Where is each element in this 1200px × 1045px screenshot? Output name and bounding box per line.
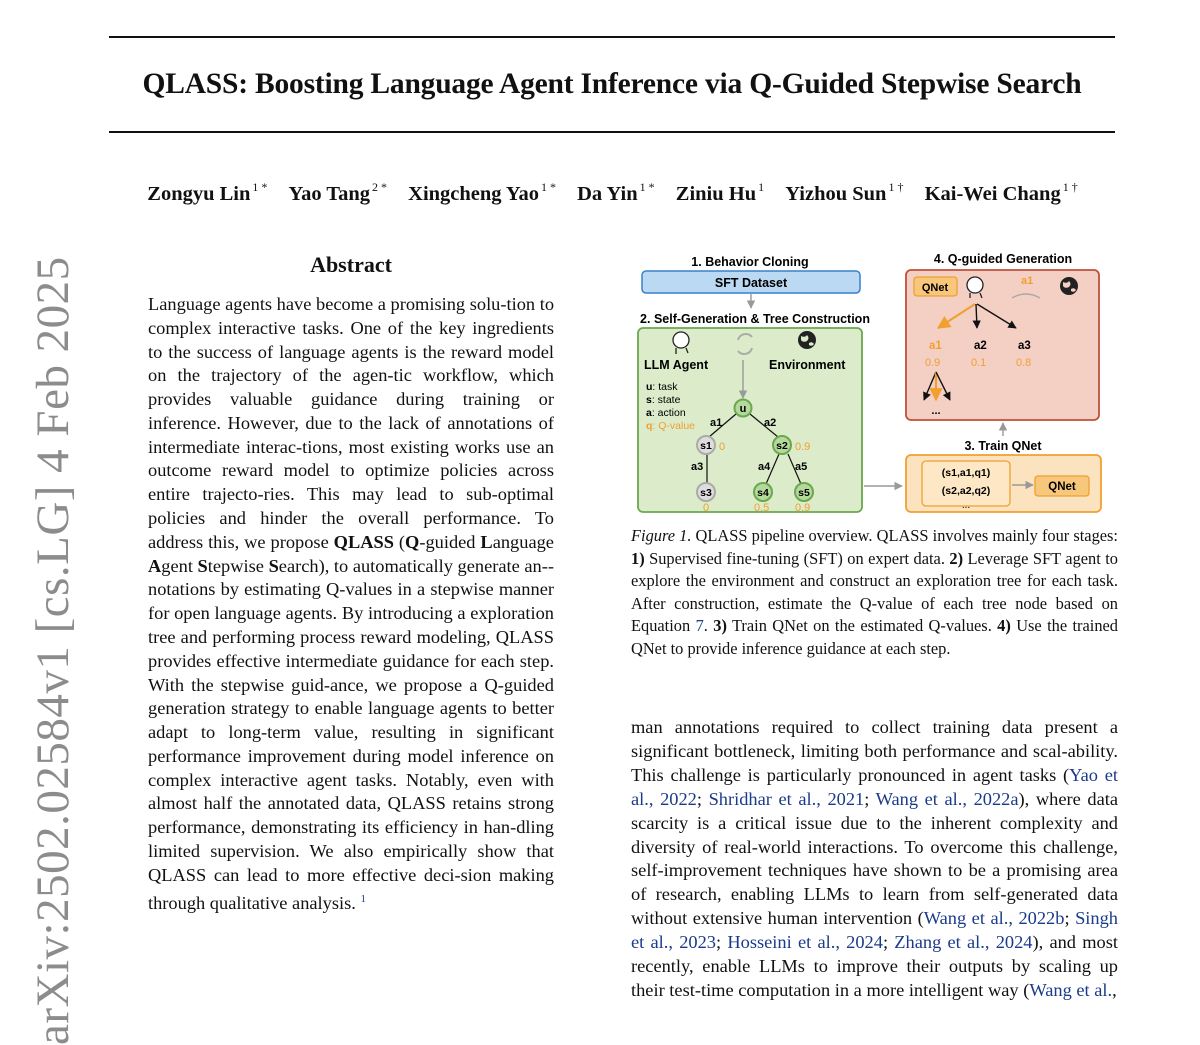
globe-icon bbox=[798, 331, 816, 349]
qnet-label: QNet bbox=[1048, 481, 1076, 493]
affiliation-mark: 1 † bbox=[888, 180, 904, 194]
caption-segment: QLASS pipeline overview. QLASS involves mainly four stages: bbox=[691, 526, 1118, 545]
citation-link[interactable]: Yao et al., 2022 bbox=[631, 764, 1119, 809]
author-name: Zongyu Lin bbox=[147, 183, 251, 205]
environment-label: Environment bbox=[769, 358, 846, 372]
author-name: Ziniu Hu bbox=[675, 183, 757, 205]
affiliation-mark: 1 * bbox=[639, 180, 655, 194]
caption-segment: Supervised fine-tuning (SFT) on expert data. bbox=[644, 548, 950, 568]
q-value: 0 bbox=[703, 502, 710, 514]
abstract-segment: anguage bbox=[492, 531, 554, 552]
stage-number: 2) bbox=[949, 548, 964, 568]
stage-number: 3) bbox=[713, 616, 727, 636]
qnet-label: QNet bbox=[921, 282, 949, 294]
abstract-segment: Language agents have become a promising solu-tion to complex interactive tasks. One of the key ingredients to the success of language agents is the reward model on the trajectory of the agen-tic workflow, which provides valuable guidance during training or inference. However, due to the lack of annotations of intermediate interac-tions, most existing works use an outcome reward model to optimize policies across entire trajecto-ries. This may lead to sub-optimal policies and hinder the overall performance. To address this, we propose bbox=[148, 294, 555, 552]
body-paragraph bbox=[631, 716, 1118, 1003]
legend-item: q: Q-value bbox=[646, 420, 696, 432]
body-segment: ; bbox=[882, 932, 895, 953]
body-segment: ; bbox=[716, 932, 728, 953]
body-segment: man annotations required to collect training data present a significant bottleneck, limiting both performance and scal-ability. This challenge is particularly pronounced in agent tasks ( bbox=[631, 717, 1118, 785]
acronym-letter: L bbox=[480, 531, 493, 552]
citation-link[interactable]: Wang et al., 2022a bbox=[875, 788, 1019, 809]
abstract-text bbox=[148, 293, 554, 915]
stage3-title: 3. Train QNet bbox=[964, 439, 1042, 453]
acronym-letter: S bbox=[268, 555, 279, 576]
author bbox=[924, 180, 1078, 205]
stage-number: 1) bbox=[631, 548, 645, 568]
citation-link[interactable]: Wang et al. bbox=[1029, 979, 1113, 1000]
root-label: u bbox=[739, 403, 747, 415]
q-value: 0.5 bbox=[754, 502, 770, 514]
abstract-segment: gent bbox=[161, 555, 198, 576]
stage-number: 4) bbox=[997, 616, 1011, 636]
citation-link[interactable]: Hosseini et al., 2024 bbox=[727, 932, 883, 953]
candidate-branch bbox=[976, 304, 977, 328]
q-value: 0.9 bbox=[795, 502, 811, 514]
abstract-segment: -guided bbox=[419, 531, 481, 552]
globe-icon bbox=[1060, 277, 1078, 295]
edge-label: a5 bbox=[795, 461, 808, 473]
pipeline-figure bbox=[636, 248, 1118, 516]
legend-item: s: state bbox=[646, 394, 681, 406]
author bbox=[408, 180, 556, 205]
action-label: a1 bbox=[1021, 275, 1034, 287]
citation-link[interactable]: Wang et al., 2022b bbox=[923, 908, 1065, 929]
author bbox=[288, 180, 388, 205]
acronym-letter: A bbox=[148, 555, 162, 576]
title-bottom-rule bbox=[109, 131, 1115, 133]
caption-segment: Leverage SFT agent to explore the environment and construct an exploration tree for each task. After construction, estimate the Q-value of each tree node based on Equation bbox=[631, 548, 1118, 636]
q-value: 0 bbox=[719, 441, 726, 453]
body-segment: ), where data scarcity is a critical issue due to the inherent complexity and diversity of real-world interactions. To overcome this challenge, self-improvement techniques have shown to be a promising area of research, enabling LLMs to learn from self-generated data without extensive human intervention ( bbox=[631, 788, 1119, 929]
sft-dataset-label: SFT Dataset bbox=[714, 276, 788, 290]
author-name: Xingcheng Yao bbox=[408, 183, 539, 205]
affiliation-mark: 2 * bbox=[372, 180, 388, 194]
candidate-label: a2 bbox=[974, 340, 987, 352]
author bbox=[577, 180, 655, 205]
candidate-q: 0.9 bbox=[925, 357, 941, 369]
citation-link[interactable]: Zhang et al., 2024 bbox=[894, 932, 1033, 953]
node-label: s1 bbox=[700, 440, 712, 452]
training-tuple: (s2,a2,q2) bbox=[941, 485, 991, 497]
node-label: s4 bbox=[757, 487, 769, 499]
affiliation-mark: 1 † bbox=[1062, 180, 1078, 194]
author-name: Da Yin bbox=[577, 183, 638, 205]
expansion-ellipsis: ... bbox=[931, 405, 941, 417]
abstract-segment: ( bbox=[393, 531, 406, 552]
body-segment: ), and most recently, enable LLMs to improve their outputs by scaling up their test-time computation in a more intelligent way ( bbox=[631, 932, 1118, 1000]
candidate-q: 0.1 bbox=[971, 357, 987, 369]
stage2-title: 2. Self-Generation & Tree Construction bbox=[640, 312, 870, 326]
training-ellipsis: ... bbox=[961, 500, 971, 511]
author-name: Yizhou Sun bbox=[785, 183, 887, 205]
method-name: QLASS bbox=[333, 531, 394, 552]
arxiv-stamp: arXiv:2502.02584v1 [cs.LG] 4 Feb 2025 bbox=[27, 256, 79, 1045]
edge-label: a2 bbox=[764, 417, 777, 429]
body-segment: ; bbox=[696, 788, 709, 809]
paper-title: QLASS: Boosting Language Agent Inference via Q-Guided Stepwise Search bbox=[142, 68, 1082, 100]
candidate-q: 0.8 bbox=[1016, 357, 1032, 369]
body-segment: ; bbox=[864, 788, 876, 809]
caption-segment: Train QNet on the estimated Q-values. bbox=[726, 616, 998, 636]
body-segment: , bbox=[1112, 979, 1117, 1000]
caption-segment: Use the trained QNet to provide inference guidance at each step. bbox=[631, 616, 1118, 658]
footnote-link[interactable]: 1 bbox=[360, 892, 366, 905]
edge-label: a3 bbox=[691, 461, 704, 473]
author-name: Yao Tang bbox=[288, 183, 371, 205]
author-name: Kai-Wei Chang bbox=[924, 183, 1061, 205]
figure-caption bbox=[631, 525, 1118, 661]
author bbox=[785, 180, 904, 205]
affiliation-mark: 1 * bbox=[252, 180, 268, 194]
caption-label: Figure 1. bbox=[631, 526, 692, 545]
caption-segment: . bbox=[703, 616, 714, 636]
citation-link[interactable]: Shridhar et al., 2021 bbox=[708, 788, 865, 809]
legend-item: u: task bbox=[646, 381, 678, 393]
stage1-title: 1. Behavior Cloning bbox=[691, 255, 809, 269]
candidate-label: a1 bbox=[929, 340, 942, 352]
edge-label: a1 bbox=[710, 417, 723, 429]
citation-link[interactable]: Singh et al., 2023 bbox=[631, 908, 1118, 953]
node-label: s2 bbox=[776, 440, 788, 452]
abstract-segment: earch), to automatically generate an-notations by estimating Q-values in a stepwise manner for open language agents. By introducing a exploration tree and performing process reward modeling, QLASS provides effective intermediate guidance for each step. With the stepwise guid-ance, we propose a Q-guided generation strategy to enable language agents to better adapt to long-term value, resulting in significant performance improvement during model inference on complex interactive agent tasks. Notably, even with almost half the annotated data, QLASS retains strong performance, demonstrating its efficiency in han-dling limited supervision. We also empirically show that QLASS can lead to more effective deci-sion making through qualitative analysis. bbox=[148, 555, 554, 913]
author-list bbox=[0, 180, 1200, 206]
candidate-label: a3 bbox=[1018, 340, 1031, 352]
author bbox=[675, 180, 765, 205]
node-label: s3 bbox=[700, 487, 712, 499]
abstract-segment: tepwise bbox=[207, 555, 269, 576]
top-rule bbox=[109, 36, 1115, 38]
edge-label: a4 bbox=[758, 461, 771, 473]
body-segment: ; bbox=[1064, 908, 1076, 929]
q-value: 0.9 bbox=[795, 441, 811, 453]
equation-link[interactable]: 7 bbox=[695, 616, 704, 636]
legend-item: a: action bbox=[646, 407, 686, 419]
author bbox=[147, 180, 268, 205]
agent-label: LLM Agent bbox=[644, 358, 709, 372]
affiliation-mark: 1 * bbox=[540, 180, 556, 194]
node-label: s5 bbox=[798, 487, 810, 499]
affiliation-mark: 1 bbox=[758, 180, 765, 194]
acronym-letter: Q bbox=[405, 531, 420, 552]
stage4-title: 4. Q-guided Generation bbox=[933, 252, 1073, 266]
training-tuple: (s1,a1,q1) bbox=[941, 467, 991, 479]
acronym-letter: S bbox=[197, 555, 208, 576]
abstract-heading: Abstract bbox=[310, 252, 392, 277]
